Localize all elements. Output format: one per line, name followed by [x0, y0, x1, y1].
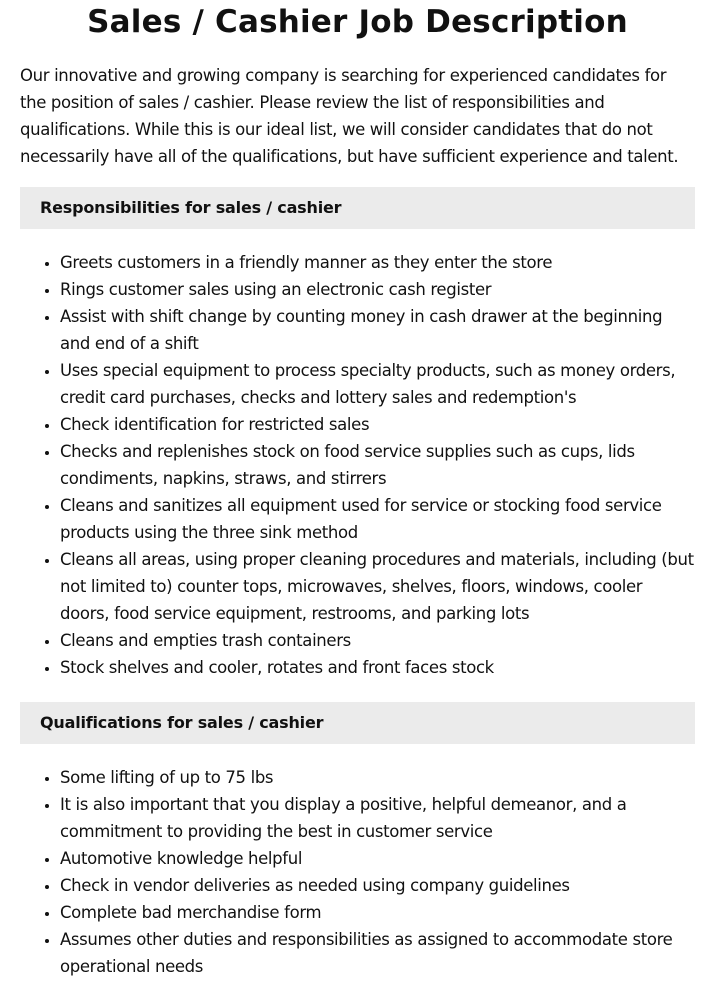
list-item: • Some lifting of up to 75 lbs: [60, 764, 695, 791]
responsibilities-heading: Responsibilities for sales / cashier: [20, 187, 695, 229]
responsibilities-list: [20, 249, 695, 681]
list-item: • Stock shelves and cooler, rotates and front faces stock: [60, 654, 695, 681]
list-item: • Greets customers in a friendly manner as they enter the store: [60, 249, 695, 276]
list-item: • Complete bad merchandise form: [60, 899, 695, 926]
list-item: • Rings customer sales using an electronic cash register: [60, 276, 695, 303]
list-item: • Check in vendor deliveries as needed using company guidelines: [60, 872, 695, 899]
qualifications-list: [20, 764, 695, 980]
list-item: • Cleans and sanitizes all equipment used for service or stocking food service products using the three sink method: [60, 492, 695, 546]
list-item: • Uses special equipment to process specialty products, such as money orders, credit card purchases, checks and lottery sales and redemption's: [60, 357, 695, 411]
list-item: • Assist with shift change by counting money in cash drawer at the beginning and end of a shift: [60, 303, 695, 357]
list-item: • It is also important that you display a positive, helpful demeanor, and a commitment to providing the best in customer service: [60, 791, 695, 845]
list-item: • Cleans all areas, using proper cleaning procedures and materials, including (but not limited to) counter tops, microwaves, shelves, floors, windows, cooler doors, food service equipment, restrooms, and parking lots: [60, 546, 695, 627]
intro-paragraph: Our innovative and growing company is searching for experienced candidates for the position of sales / cashier. Please review the list of responsibilities and qualifications. While this is our ideal list, we will consider candidates that do not necessarily have all of the qualifications, but have sufficient experience and talent.: [20, 66, 679, 166]
list-item: • Checks and replenishes stock on food service supplies such as cups, lids condiments, napkins, straws, and stirrers: [60, 438, 695, 492]
list-item: • Check identification for restricted sales: [60, 411, 695, 438]
list-item: • Cleans and empties trash containers: [60, 627, 695, 654]
list-item: • Automotive knowledge helpful: [60, 845, 695, 872]
list-item: • Assumes other duties and responsibilities as assigned to accommodate store operational needs: [60, 926, 695, 980]
qualifications-heading: Qualifications for sales / cashier: [20, 702, 695, 744]
page-title: Sales / Cashier Job Description: [87, 4, 628, 40]
